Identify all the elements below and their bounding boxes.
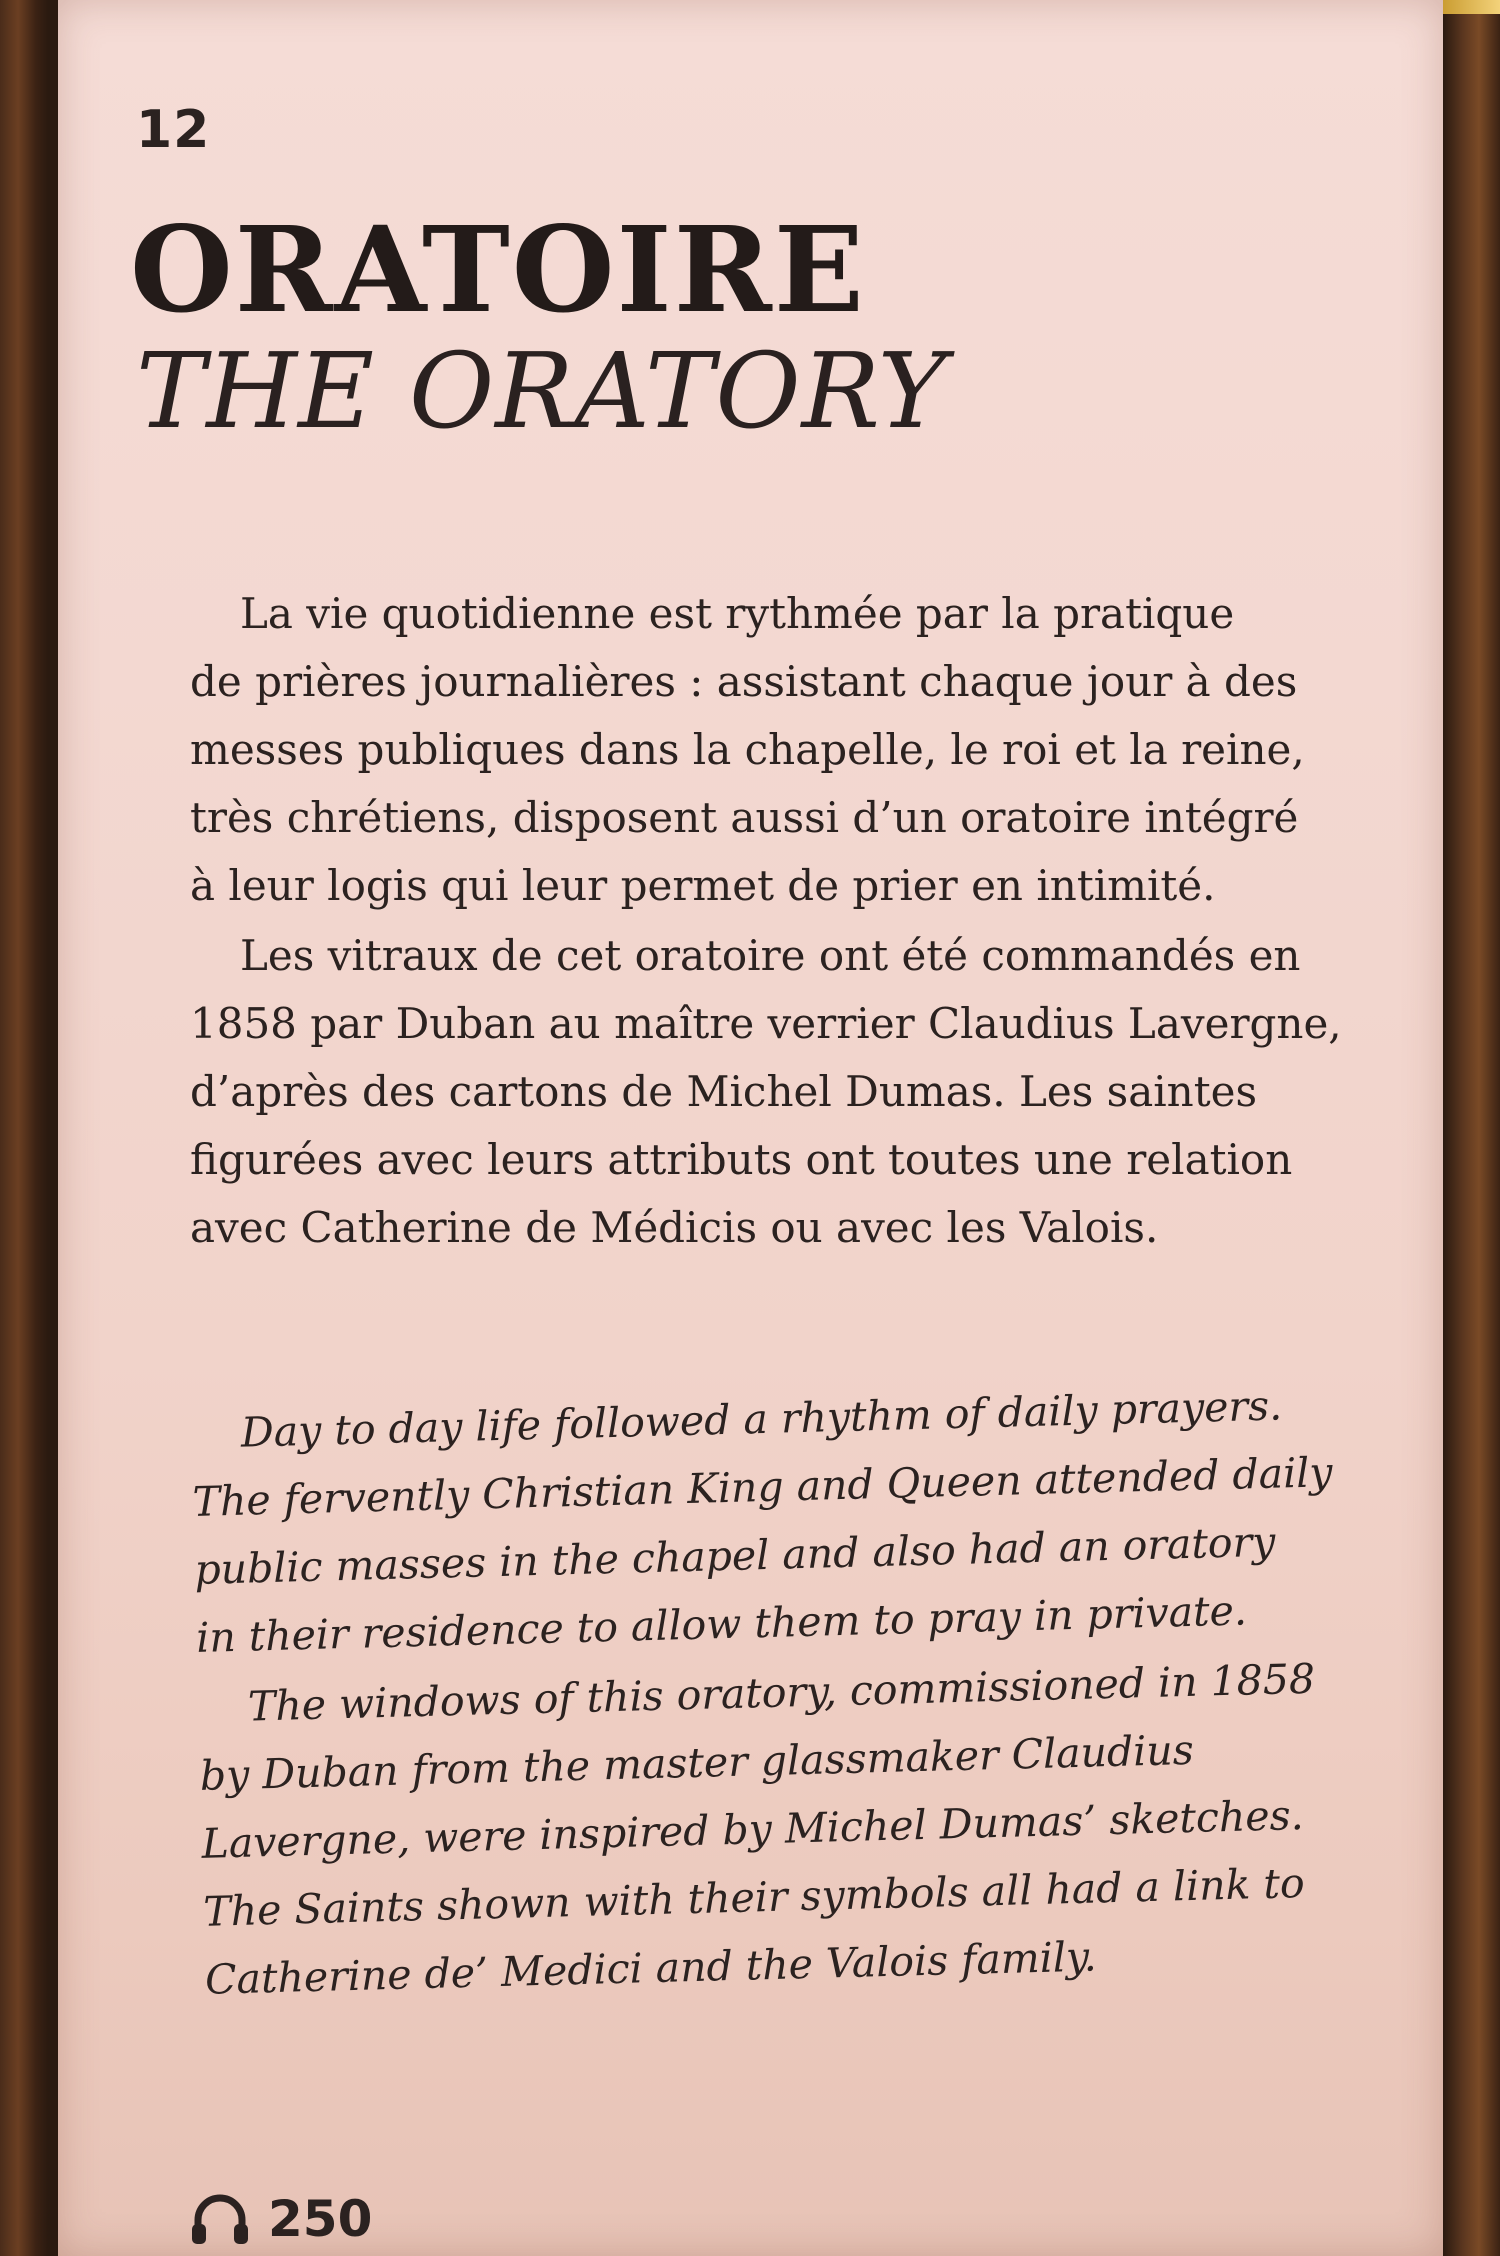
gilt-frame-corner [1440, 0, 1500, 14]
audio-guide-number: 250 [268, 2190, 373, 2248]
text-line: La vie quotidienne est rythmée par la pratique [240, 589, 1235, 638]
english-paragraph-2 [197, 1644, 1366, 2014]
text-line: The Saints shown with their symbols all had a link to [202, 1858, 1306, 1936]
text-line: de prières journalières : assistant chaque jour à des [190, 657, 1298, 706]
english-paragraph-1 [190, 1370, 1357, 1672]
text-line: messes publiques dans la chapelle, le roi et la reine, [190, 725, 1305, 774]
text-line: très chrétiens, disposent aussi d’un oratoire intégré [190, 793, 1299, 842]
french-paragraph-2 [190, 922, 1350, 1262]
text-line: à leur logis qui leur permet de prier en intimité. [190, 861, 1216, 910]
text-line: The windows of this oratory, commissioned in 1858 [247, 1654, 1316, 1731]
title-english: THE ORATORY [136, 330, 948, 452]
room-number: 12 [136, 100, 211, 160]
text-line: Les vitraux de cet oratoire ont été commandés en [240, 931, 1301, 980]
text-line: d’après des cartons de Michel Dumas. Les saintes [190, 1067, 1258, 1116]
headphones-icon [190, 2192, 250, 2246]
french-text [190, 580, 1350, 1264]
text-line: in their residence to allow them to pray in private. [195, 1586, 1248, 1662]
text-line: 1858 par Duban au maître verrier Claudius Lavergne, [190, 999, 1342, 1048]
text-line: The fervently Christian King and Queen attended daily [192, 1448, 1334, 1526]
english-text [190, 1370, 1366, 2016]
text-line: by Duban from the master glassmaker Claudius [199, 1725, 1195, 1800]
title-french: ORATOIRE [130, 200, 866, 339]
text-line: Day to day life followed a rhythm of daily prayers. [240, 1381, 1283, 1457]
french-paragraph-1 [190, 580, 1350, 920]
text-line: Lavergne, were inspired by Michel Dumas’ sketches. [200, 1791, 1305, 1868]
text-line: avec Catherine de Médicis ou avec les Valois. [190, 1203, 1159, 1252]
text-line: public masses in the chapel and also had an oratory [193, 1517, 1276, 1594]
audio-guide [190, 2190, 372, 2248]
text-line: figurées avec leurs attributs ont toutes une relation [190, 1135, 1293, 1184]
text-line: Catherine de’ Medici and the Valois family. [204, 1932, 1098, 2004]
